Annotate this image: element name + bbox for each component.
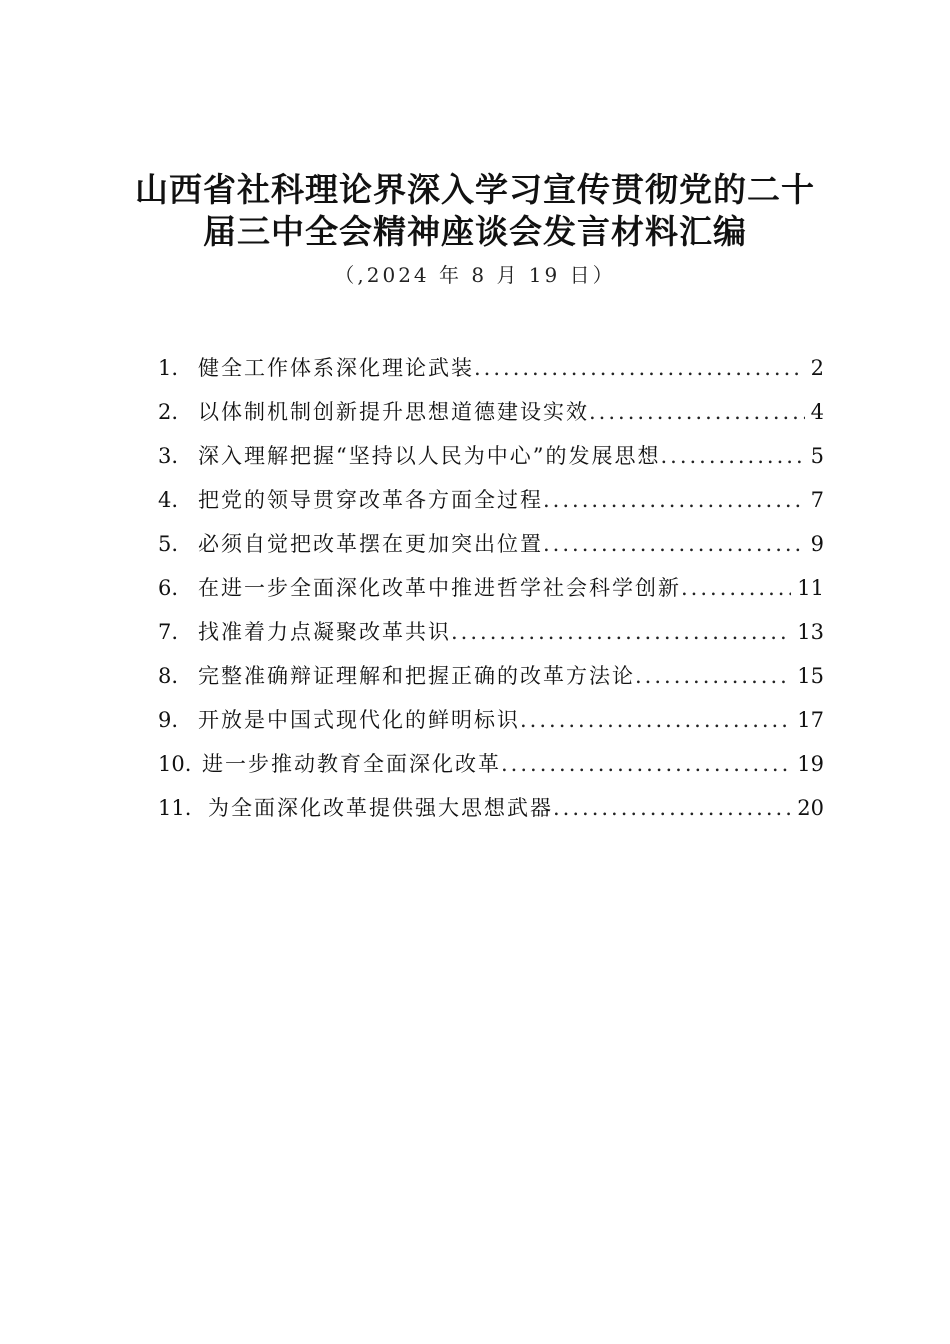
toc-title: 在进一步全面深化改革中推进哲学社会科学创新 [198,576,681,600]
toc-entry-6[interactable] [158,566,824,610]
toc-number: 9. [158,708,179,732]
toc-title: 进一步推动教育全面深化改革 [202,752,501,776]
toc-leader-dots [553,786,791,830]
toc-leader-dots [681,566,791,610]
toc-leader-dots [501,742,791,786]
toc-leader-dots [474,346,805,390]
toc-page-number: 11 [797,576,824,600]
toc-title: 找准着力点凝聚改革共识 [198,620,451,644]
toc-leader-dots [635,654,791,698]
toc-title: 完整准确辩证理解和把握正确的改革方法论 [198,664,635,688]
toc-number: 2. [158,400,179,424]
toc-page-number: 13 [797,620,824,644]
toc-number: 3. [158,444,179,468]
toc-title: 为全面深化改革提供强大思想武器 [208,796,553,820]
toc-title: 开放是中国式现代化的鲜明标识 [198,708,520,732]
toc-entry-3[interactable] [158,434,824,478]
toc-number: 1. [158,356,179,380]
toc-leader-dots [589,390,805,434]
toc-number: 6. [158,576,179,600]
toc-number: 4. [158,488,179,512]
toc-number: 10. [158,752,192,776]
toc-number: 11. [158,796,192,820]
toc-page-number: 19 [797,752,824,776]
toc-entry-10[interactable] [158,742,824,786]
toc-entry-7[interactable] [158,610,824,654]
toc-number: 7. [158,620,179,644]
toc-entry-2[interactable] [158,390,824,434]
toc-leader-dots [451,610,791,654]
toc-leader-dots [660,434,804,478]
toc-number: 5. [158,532,179,556]
toc-leader-dots [520,698,791,742]
document-date: （,2024 年 8 月 19 日） [334,263,616,287]
toc-number: 8. [158,664,179,688]
toc-page-number: 15 [797,664,824,688]
toc-title: 以体制机制创新提升思想道德建设实效 [198,400,589,424]
toc-page-number: 2 [810,356,824,380]
document-title-line-1: 山西省社科理论界深入学习宣传贯彻党的二十 [135,170,815,209]
toc-entry-1[interactable] [158,346,824,390]
toc-page-number: 7 [810,488,824,512]
toc-page-number: 9 [810,532,824,556]
toc-entry-4[interactable] [158,478,824,522]
table-of-contents [158,346,824,830]
toc-page-number: 17 [797,708,824,732]
toc-title: 健全工作体系深化理论武装 [198,356,474,380]
toc-page-number: 5 [810,444,824,468]
document-title-line-2: 届三中全会精神座谈会发言材料汇编 [203,212,747,251]
toc-leader-dots [543,522,805,566]
toc-entry-5[interactable] [158,522,824,566]
toc-page-number: 20 [797,796,824,820]
toc-title: 深入理解把握“坚持以人民为中心”的发展思想 [198,444,661,468]
toc-page-number: 4 [810,400,824,424]
toc-title: 把党的领导贯穿改革各方面全过程 [198,488,543,512]
toc-entry-9[interactable] [158,698,824,742]
toc-entry-8[interactable] [158,654,824,698]
toc-leader-dots [543,478,805,522]
toc-title: 必须自觉把改革摆在更加突出位置 [198,532,543,556]
toc-entry-11[interactable] [158,786,824,830]
